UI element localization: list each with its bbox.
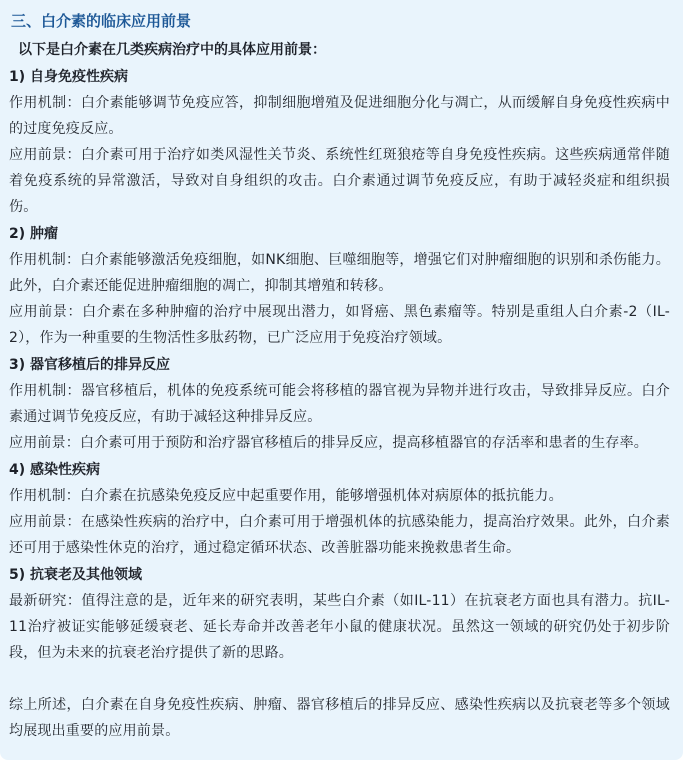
mechanism-paragraph: 作用机制：白介素能够激活免疫细胞，如NK细胞、巨噬细胞等，增强它们对肿瘤细胞的识别和杀伤能力。此外，白介素还能促进肿瘤细胞的凋亡，抑制其增殖和转移。: [9, 252, 670, 294]
mechanism-paragraph: 作用机制：器官移植后，机体的免疫系统可能会将移植的器官视为异物并进行攻击，导致排异反应。白介素通过调节免疫反应，有助于减轻这种排异反应。: [9, 383, 670, 425]
section-heading: 4) 感染性疾病: [9, 462, 101, 478]
section-anti-aging: [9, 562, 670, 666]
intro-text: 以下是白介素在几类疾病治疗中的具体应用前景：: [18, 42, 326, 58]
section-transplant-rejection: [9, 352, 670, 456]
mechanism-paragraph: 作用机制：白介素能够调节免疫应答，抑制细胞增殖及促进细胞分化与凋亡，从而缓解自身免疫性疾病中的过度免疫反应。: [9, 95, 670, 137]
research-paragraph: 最新研究：值得注意的是，近年来的研究表明，某些白介素（如IL-11）在抗衰老方面也具有潜力。抗IL-11治疗被证实能够延缓衰老、延长寿命并改善老年小鼠的健康状况。虽然这一领域的研究仍处于初步阶段，但为未来的抗衰老治疗提供了新的思路。: [9, 593, 670, 661]
section-heading: 2) 肿瘤: [9, 226, 59, 242]
section-heading: 3) 器官移植后的排异反应: [9, 357, 171, 373]
conclusion-paragraph: 综上所述，白介素在自身免疫性疾病、肿瘤、器官移植后的排异反应、感染性疾病以及抗衰老等多个领域均展现出重要的应用前景。: [9, 697, 670, 739]
section-tumor: [9, 221, 670, 351]
prospect-paragraph: 应用前景：白介素在多种肿瘤的治疗中展现出潜力，如肾癌、黑色素瘤等。特别是重组人白介素-2（IL-2），作为一种重要的生物活性多肽药物，已广泛应用于免疫治疗领域。: [9, 304, 670, 346]
section-autoimmune: [9, 64, 670, 220]
page-title: 三、白介素的临床应用前景: [11, 12, 192, 30]
section-heading: 5) 抗衰老及其他领域: [9, 567, 143, 583]
section-heading: 1) 自身免疫性疾病: [9, 69, 129, 85]
mechanism-paragraph: 作用机制：白介素在抗感染免疫反应中起重要作用，能够增强机体对病原体的抵抗能力。: [9, 488, 563, 504]
section-infectious-disease: [9, 457, 670, 561]
prospect-paragraph: 应用前景：在感染性疾病的治疗中，白介素可用于增强机体的抗感染能力，提高治疗效果。此外，白介素还可用于感染性休克的治疗，通过稳定循环状态、改善脏器功能来挽救患者生命。: [9, 514, 670, 556]
prospect-paragraph: 应用前景：白介素可用于预防和治疗器官移植后的排异反应，提高移植器官的存活率和患者的生存率。: [9, 435, 648, 451]
prospect-paragraph: 应用前景：白介素可用于治疗如类风湿性关节炎、系统性红斑狼疮等自身免疫性疾病。这些疾病通常伴随着免疫系统的异常激活，导致对自身组织的攻击。白介素通过调节免疫反应，有助于减轻炎症和组织损伤。: [9, 147, 670, 215]
